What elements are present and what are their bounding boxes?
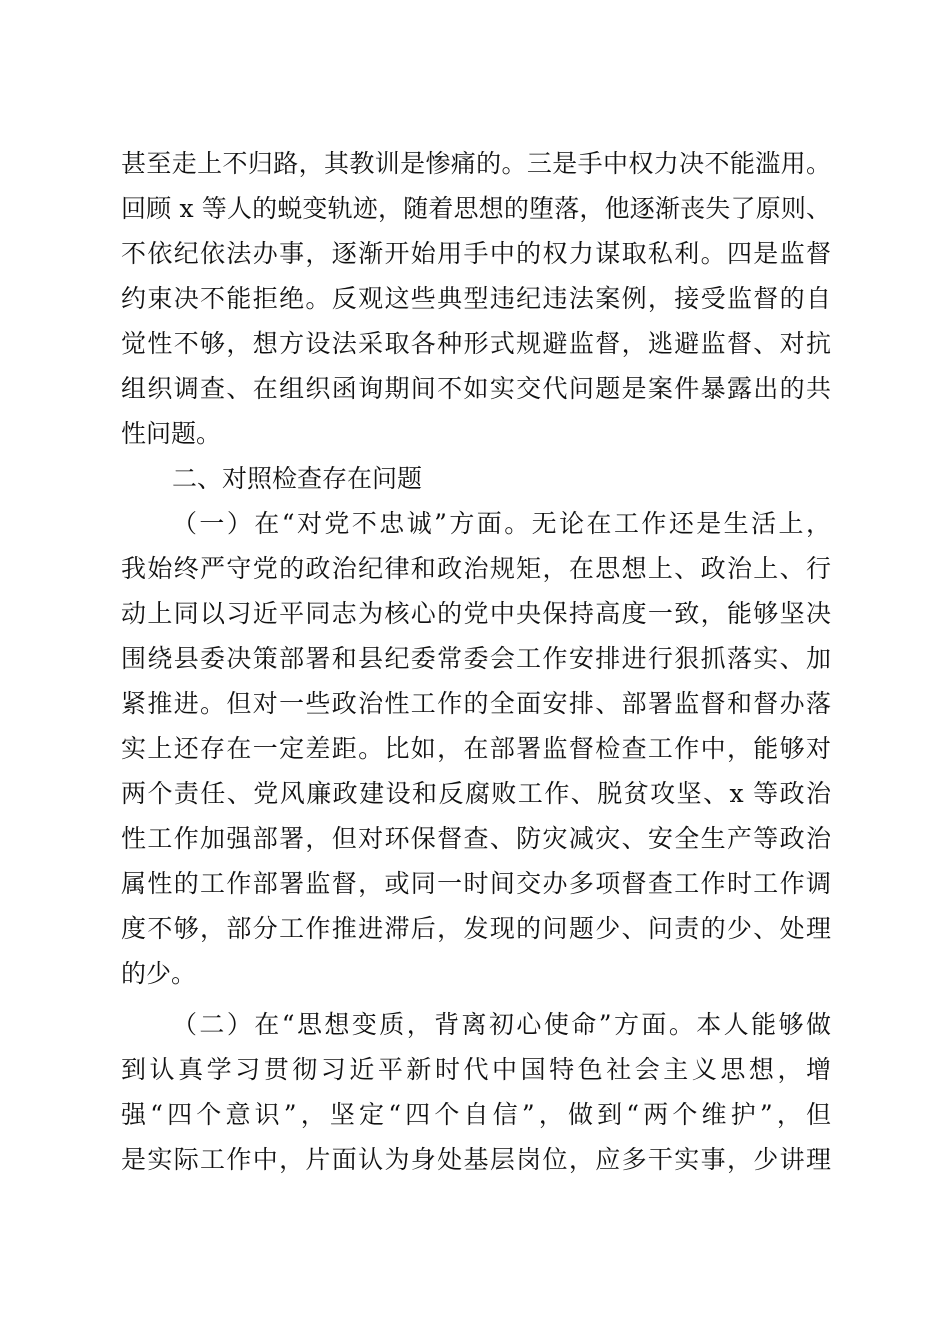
paragraph-line: 回顾 x 等人的蜕变轨迹，随着思想的堕落，他逐渐丧失了原则、	[121, 194, 831, 223]
paragraph-line: 我始终严守党的政治纪律和政治规矩，在思想上、政治上、行	[121, 554, 831, 583]
paragraph-line: （一）在“对党不忠诚”方面。无论在工作还是生活上，	[172, 509, 831, 538]
paragraph-line: 强“四个意识”，坚定“四个自信”，做到“两个维护”，但	[121, 1100, 831, 1129]
paragraph-line: 不依纪依法办事，逐渐开始用手中的权力谋取私利。四是监督	[121, 239, 831, 268]
paragraph-line: 属性的工作部署监督，或同一时间交办多项督查工作时工作调	[121, 869, 831, 898]
paragraph-line: 两个责任、党风廉政建设和反腐败工作、脱贫攻坚、x 等政治	[121, 779, 831, 808]
paragraph-line: 实上还存在一定差距。比如，在部署监督检查工作中，能够对	[121, 734, 831, 763]
paragraph-line: 是实际工作中，片面认为身处基层岗位，应多干实事，少讲理	[121, 1145, 831, 1174]
paragraph-line: 度不够，部分工作推进滞后，发现的问题少、问责的少、处理	[121, 914, 831, 943]
paragraph-line: 组织调查、在组织函询期间不如实交代问题是案件暴露出的共	[121, 374, 831, 403]
paragraph-line: （二）在“思想变质，背离初心使命”方面。本人能够做	[172, 1010, 831, 1039]
paragraph-line: 觉性不够，想方设法采取各种形式规避监督，逃避监督、对抗	[121, 329, 831, 358]
paragraph-line: 性问题。	[121, 419, 222, 448]
paragraph-line: 约束决不能拒绝。反观这些典型违纪违法案例，接受监督的自	[121, 284, 831, 313]
paragraph-line: 的少。	[121, 959, 197, 988]
paragraph-line: 性工作加强部署，但对环保督查、防灾减灾、安全生产等政治	[121, 824, 831, 853]
paragraph-line: 到认真学习贯彻习近平新时代中国特色社会主义思想，增	[121, 1055, 831, 1084]
paragraph-line: 紧推进。但对一些政治性工作的全面安排、部署监督和督办落	[121, 689, 831, 718]
paragraph-line: 甚至走上不归路，其教训是惨痛的。三是手中权力决不能滥用。	[121, 149, 831, 178]
paragraph-line: 围绕县委决策部署和县纪委常委会工作安排进行狠抓落实、加	[121, 644, 831, 673]
section-heading: 二、对照检查存在问题	[172, 464, 423, 493]
paragraph-line: 动上同以习近平同志为核心的党中央保持高度一致，能够坚决	[121, 599, 831, 628]
